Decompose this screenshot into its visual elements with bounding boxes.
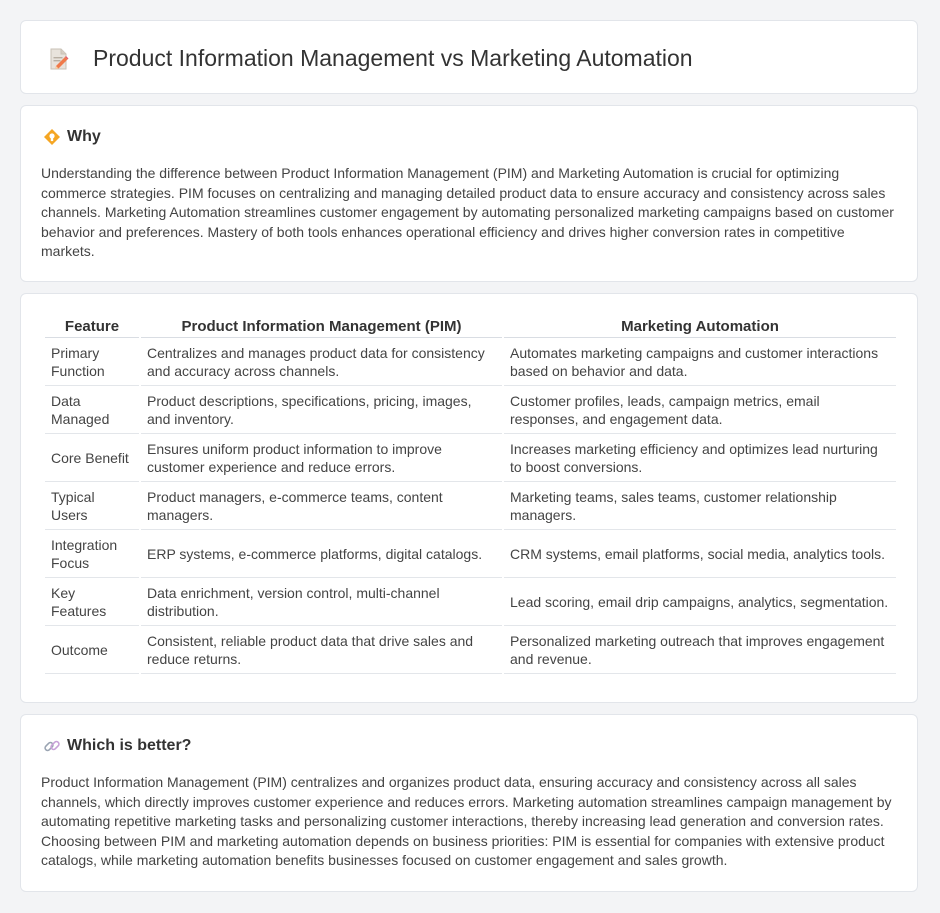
ma-cell: Customer profiles, leads, campaign metrics, email responses, and engagement data. — [504, 386, 896, 434]
header-feature: Feature — [45, 317, 139, 338]
feature-cell: Key Features — [45, 578, 139, 626]
pim-cell: Ensures uniform product information to improve customer experience and reduce errors. — [141, 434, 502, 482]
title-card — [20, 20, 918, 94]
link-icon — [43, 737, 61, 755]
document-pencil-icon — [47, 47, 71, 71]
comparison-card — [20, 293, 918, 703]
table-header-row — [45, 317, 896, 338]
table-row — [45, 626, 896, 674]
table-row — [45, 530, 896, 578]
feature-cell: Outcome — [45, 626, 139, 674]
header-pim: Product Information Management (PIM) — [141, 317, 502, 338]
header-marketing-automation: Marketing Automation — [504, 317, 896, 338]
diamond-lightbulb-icon — [43, 128, 61, 146]
ma-cell: CRM systems, email platforms, social media, analytics tools. — [504, 530, 896, 578]
table-row — [45, 386, 896, 434]
why-text: Understanding the difference between Product Information Management (PIM) and Marketing Automation is crucial for optimizing commerce strategies. PIM focuses on centralizing and managing detailed product data to ensure accuracy and consistency across sales channels. Marketing Automation streamlines customer engagement by automating personalized marketing campaigns based on customer behavior and preferences. Mastery of both tools enhances operational efficiency and drives higher conversion rates in competitive markets. — [41, 165, 894, 259]
table-row — [45, 434, 896, 482]
pim-cell: Centralizes and manages product data for consistency and accuracy across channels. — [141, 338, 502, 386]
ma-cell: Increases marketing efficiency and optimizes lead nurturing to boost conversions. — [504, 434, 896, 482]
feature-cell: Core Benefit — [45, 434, 139, 482]
comparison-table — [43, 317, 898, 674]
pim-cell: Product managers, e-commerce teams, content managers. — [141, 482, 502, 530]
page-title: Product Information Management vs Marketing Automation — [93, 45, 693, 71]
better-text: Product Information Management (PIM) centralizes and organizes product data, ensuring accuracy and consistency across all sales channels, which directly improves customer experience and reduces errors. Marketing automation streamlines campaign management by automating repetitive marketing tasks and personalizing customer interactions, thereby increasing lead generation and conversion rates. Choosing between PIM and marketing automation depends on business priorities: PIM is essential for companies with extensive product catalogs, while marketing automation benefits businesses focused on customer engagement and sales growth. — [41, 774, 892, 868]
table-row — [45, 338, 896, 386]
why-section — [20, 105, 918, 282]
ma-cell: Marketing teams, sales teams, customer relationship managers. — [504, 482, 896, 530]
pim-cell: Product descriptions, specifications, pricing, images, and inventory. — [141, 386, 502, 434]
table-row — [45, 578, 896, 626]
feature-cell: Typical Users — [45, 482, 139, 530]
ma-cell: Personalized marketing outreach that improves engagement and revenue. — [504, 626, 896, 674]
feature-cell: Primary Function — [45, 338, 139, 386]
pim-cell: Data enrichment, version control, multi-channel distribution. — [141, 578, 502, 626]
feature-cell: Data Managed — [45, 386, 139, 434]
feature-cell: Integration Focus — [45, 530, 139, 578]
ma-cell: Automates marketing campaigns and customer interactions based on behavior and data. — [504, 338, 896, 386]
table-row — [45, 482, 896, 530]
which-is-better-section — [20, 714, 918, 892]
pim-cell: ERP systems, e-commerce platforms, digital catalogs. — [141, 530, 502, 578]
ma-cell: Lead scoring, email drip campaigns, analytics, segmentation. — [504, 578, 896, 626]
why-heading: Why — [67, 128, 101, 145]
pim-cell: Consistent, reliable product data that drive sales and reduce returns. — [141, 626, 502, 674]
better-heading: Which is better? — [67, 737, 192, 754]
